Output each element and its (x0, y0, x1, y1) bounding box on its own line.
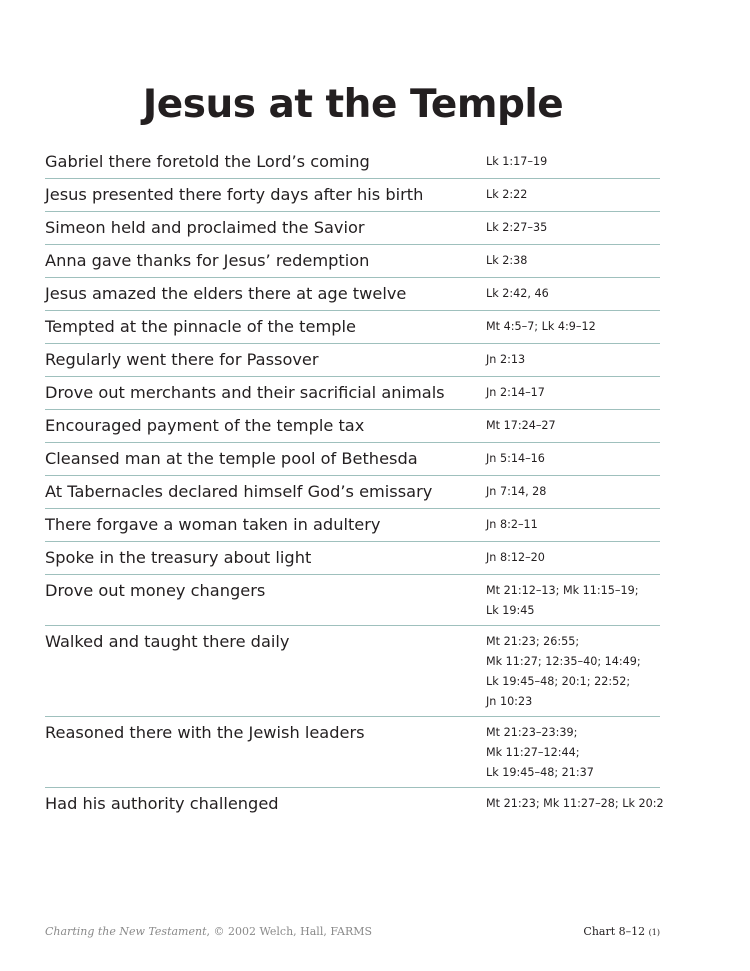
table-row (45, 476, 660, 509)
event-description: Had his authority challenged (45, 794, 279, 813)
scripture-references (486, 381, 660, 403)
event-description: Gabriel there foretold the Lord’s coming (45, 152, 370, 171)
scripture-reference: Jn 2:14–17 (486, 386, 545, 399)
page-title: Jesus at the Temple (142, 82, 564, 127)
event-description: There forgave a woman taken in adultery (45, 515, 381, 534)
scripture-references (486, 282, 660, 304)
table-row (45, 443, 660, 476)
scripture-reference: Mk 11:27; 12:35–40; 14:49; (486, 655, 641, 668)
event-description: Jesus presented there forty days after his birth (45, 185, 424, 204)
table-row (45, 542, 660, 575)
event-description: Anna gave thanks for Jesus’ redemption (45, 251, 370, 270)
scripture-reference: Jn 8:2–11 (486, 518, 538, 531)
scripture-references (486, 579, 660, 621)
scripture-reference: Jn 2:13 (486, 353, 526, 366)
events-table (45, 146, 664, 820)
scripture-reference: Jn 7:14, 28 (486, 485, 547, 498)
scripture-reference: Lk 2:27–35 (486, 221, 548, 234)
scripture-references (486, 315, 660, 337)
scripture-reference: Lk 2:22 (486, 188, 528, 201)
scripture-reference: Lk 2:42, 46 (486, 287, 549, 300)
footer-book-title: Charting the New Testament (45, 925, 207, 938)
scripture-references (486, 414, 660, 436)
table-row (45, 410, 660, 443)
table-row (45, 212, 660, 245)
scripture-reference: Lk 2:38 (486, 254, 528, 267)
scripture-reference: Lk 1:17–19 (486, 155, 548, 168)
event-description: Walked and taught there daily (45, 632, 290, 651)
scripture-references (486, 447, 660, 469)
scripture-reference: Lk 19:45–48; 21:37 (486, 766, 594, 779)
scripture-reference: Mt 17:24–27 (486, 419, 556, 432)
scripture-references (486, 792, 664, 814)
table-row (45, 344, 660, 377)
scripture-reference: Mt 21:23; 26:55; (486, 635, 580, 648)
table-row (45, 311, 660, 344)
scripture-references (486, 546, 660, 568)
scripture-references (486, 150, 660, 172)
table-row (45, 788, 664, 820)
event-description: Spoke in the treasury about light (45, 548, 312, 567)
scripture-reference: Mt 4:5–7; Lk 4:9–12 (486, 320, 596, 333)
scripture-reference: Mt 21:12–13; Mk 11:15–19; (486, 584, 639, 597)
table-row (45, 278, 660, 311)
table-row (45, 509, 660, 542)
scripture-references (486, 480, 660, 502)
footer-citation (45, 925, 372, 938)
scripture-references (486, 721, 660, 783)
scripture-reference: Mt 21:23–23:39; (486, 726, 578, 739)
chart-number (583, 925, 660, 938)
table-row (45, 245, 660, 278)
table-row (45, 146, 660, 179)
event-description: Regularly went there for Passover (45, 350, 319, 369)
table-row (45, 626, 660, 717)
table-row (45, 179, 660, 212)
chart-label: Chart 8–12 (583, 925, 646, 938)
scripture-references (486, 183, 660, 205)
scripture-references (486, 348, 660, 370)
chart-part: (1) (648, 928, 660, 937)
event-description: Drove out money changers (45, 581, 266, 600)
scripture-references (486, 216, 660, 238)
scripture-reference: Jn 10:23 (486, 695, 533, 708)
table-row (45, 717, 660, 788)
scripture-references (486, 513, 660, 535)
scripture-reference: Mt 21:23; Mk 11:27–28; Lk 20:2 (486, 797, 664, 810)
scripture-references (486, 630, 660, 712)
event-description: Tempted at the pinnacle of the temple (45, 317, 356, 336)
event-description: Reasoned there with the Jewish leaders (45, 723, 365, 742)
scripture-reference: Lk 19:45 (486, 604, 535, 617)
event-description: Encouraged payment of the temple tax (45, 416, 365, 435)
table-row (45, 377, 660, 410)
scripture-reference: Jn 8:12–20 (486, 551, 545, 564)
event-description: At Tabernacles declared himself God’s emissary (45, 482, 433, 501)
table-row (45, 575, 660, 626)
event-description: Drove out merchants and their sacrificial animals (45, 383, 445, 402)
event-description: Jesus amazed the elders there at age twelve (45, 284, 407, 303)
scripture-reference: Lk 19:45–48; 20:1; 22:52; (486, 675, 631, 688)
event-description: Simeon held and proclaimed the Savior (45, 218, 365, 237)
scripture-reference: Mk 11:27–12:44; (486, 746, 580, 759)
footer-copyright: , © 2002 Welch, Hall, FARMS (206, 925, 373, 938)
scripture-references (486, 249, 660, 271)
scripture-reference: Jn 5:14–16 (486, 452, 545, 465)
event-description: Cleansed man at the temple pool of Bethesda (45, 449, 418, 468)
